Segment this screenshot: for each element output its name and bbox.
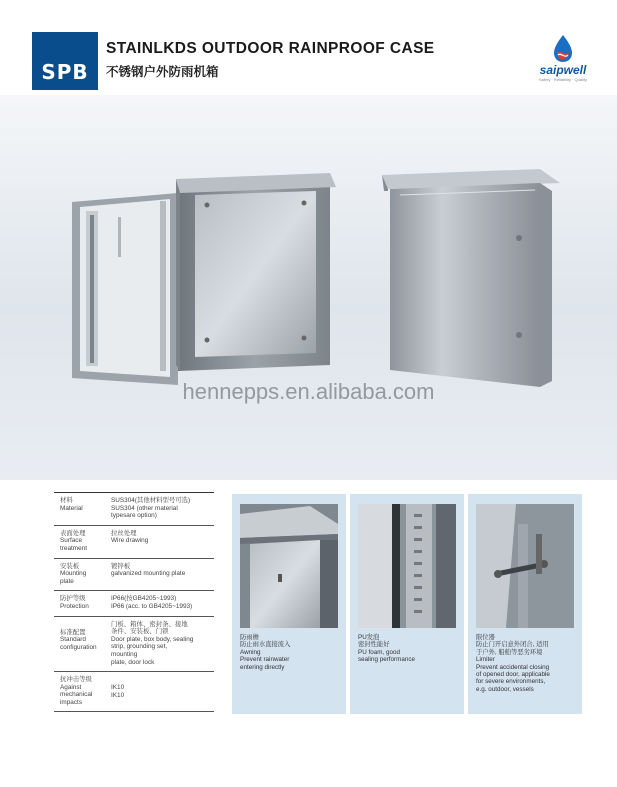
feature-caption: 防止门开启意外闭合, 适用 [476, 641, 549, 649]
spec-value: 门板、箱体、密封条、接地 [111, 620, 188, 628]
spec-table [54, 492, 214, 712]
spec-row-mounting [54, 558, 214, 591]
feature-caption: sealing performance [358, 656, 416, 664]
spec-value: 条件、安装板、门锁 [111, 628, 169, 636]
spec-label-zh: 安装板 [60, 562, 80, 570]
feature-caption: 于户外, 船舶等恶劣环境 [476, 648, 543, 656]
series-code-badge [32, 32, 98, 90]
spec-label-en: Mounting [60, 570, 87, 578]
spec-value: Door plate, box body, sealing [111, 635, 194, 643]
feature-caption: 限位器 [476, 634, 495, 641]
spec-label-zh: 材料 [60, 497, 73, 504]
feature-caption: Prevent accidental closing [476, 663, 550, 671]
logo-tagline: Safety · Reliability · Quality [538, 77, 587, 82]
feature-caption: entering directly [240, 663, 285, 671]
watermark-text: hennepps.en.alibaba.com [182, 379, 435, 404]
logo-wordmark: saipwell [539, 63, 587, 77]
feature-caption: 防雨檐 [240, 634, 259, 641]
spec-label-en: Protection [60, 602, 89, 610]
spec-label-zh: 表面处理 [60, 529, 86, 537]
feature-caption: for severe environments, [476, 678, 546, 686]
feature-caption: 密封性能好 [358, 641, 390, 649]
series-code: SPB [41, 60, 89, 84]
spec-value: IK10 [111, 691, 125, 699]
feature-card-pu-foam [350, 494, 464, 714]
spec-label-en: Surface [60, 537, 83, 545]
spec-row-surface [54, 525, 214, 558]
spec-row-impacts [54, 671, 214, 712]
spec-label-zh: 标准配置 [60, 628, 86, 636]
spec-value: plate, door lock [111, 658, 155, 666]
feature-caption: Prevent rainwater [240, 656, 290, 664]
spec-row-configuration [54, 616, 214, 672]
spec-label-en: impacts [60, 698, 83, 706]
product-title-en: STAINLKDS OUTDOOR RAINPROOF CASE [106, 40, 435, 57]
feature-caption: 防止雨水直接流入 [240, 641, 291, 649]
spec-value: IP66 (acc. to GB4205~1993) [111, 602, 193, 610]
feature-caption: of opened door, applicable [476, 671, 550, 679]
droplet-logo-icon [528, 33, 598, 63]
spec-row-protection [54, 590, 214, 615]
spec-label-en: Against [60, 683, 82, 691]
spec-value: IK10 [111, 684, 125, 692]
feature-caption: Awning [240, 648, 261, 656]
limiter-detail-image [476, 504, 574, 628]
open-cabinet-image [72, 173, 336, 385]
spec-label-zh: 抗冲击等级 [60, 676, 92, 684]
spec-value: SUS304 (other material [111, 504, 178, 512]
spec-value: IP66(按GB4205~1993) [111, 595, 177, 603]
spec-label-zh: 防护等级 [60, 595, 86, 603]
spec-label-en: mechanical [60, 691, 93, 699]
feature-caption: PU foam, good [358, 648, 401, 656]
spec-value: Wire drawing [111, 537, 149, 545]
feature-card-limiter [468, 494, 582, 714]
pu-foam-detail-image [358, 504, 456, 628]
spec-value: 拉丝处理 [111, 529, 137, 537]
spec-value: SUS304(其他材料型号可选) [111, 497, 191, 504]
spec-value: strip, grounding set, [111, 643, 168, 651]
spec-label-en: Material [60, 504, 83, 512]
spec-label-en: plate [60, 577, 74, 585]
spec-value: galvanized mounting plate [111, 570, 186, 578]
spec-value: typesare option) [111, 512, 157, 520]
feature-caption: e.g. outdoor, vessels [476, 685, 534, 693]
spec-label-en: Standard [60, 636, 86, 644]
closed-cabinet-image [382, 169, 560, 387]
feature-caption: Limiter [476, 656, 495, 664]
awning-detail-image [240, 504, 338, 628]
feature-caption: PU发泡 [358, 634, 380, 641]
spec-value: mounting [111, 650, 138, 658]
product-title-zh: 不锈钢户外防雨机箱 [106, 64, 219, 79]
spec-label-en: configuration [60, 643, 97, 651]
feature-card-awning [232, 494, 346, 714]
hero-product-photo [0, 95, 617, 480]
brand-logo [528, 33, 598, 83]
spec-row-material [54, 492, 214, 525]
spec-value: 镀锌板 [111, 562, 131, 570]
spec-label-en: treatment [60, 544, 87, 552]
